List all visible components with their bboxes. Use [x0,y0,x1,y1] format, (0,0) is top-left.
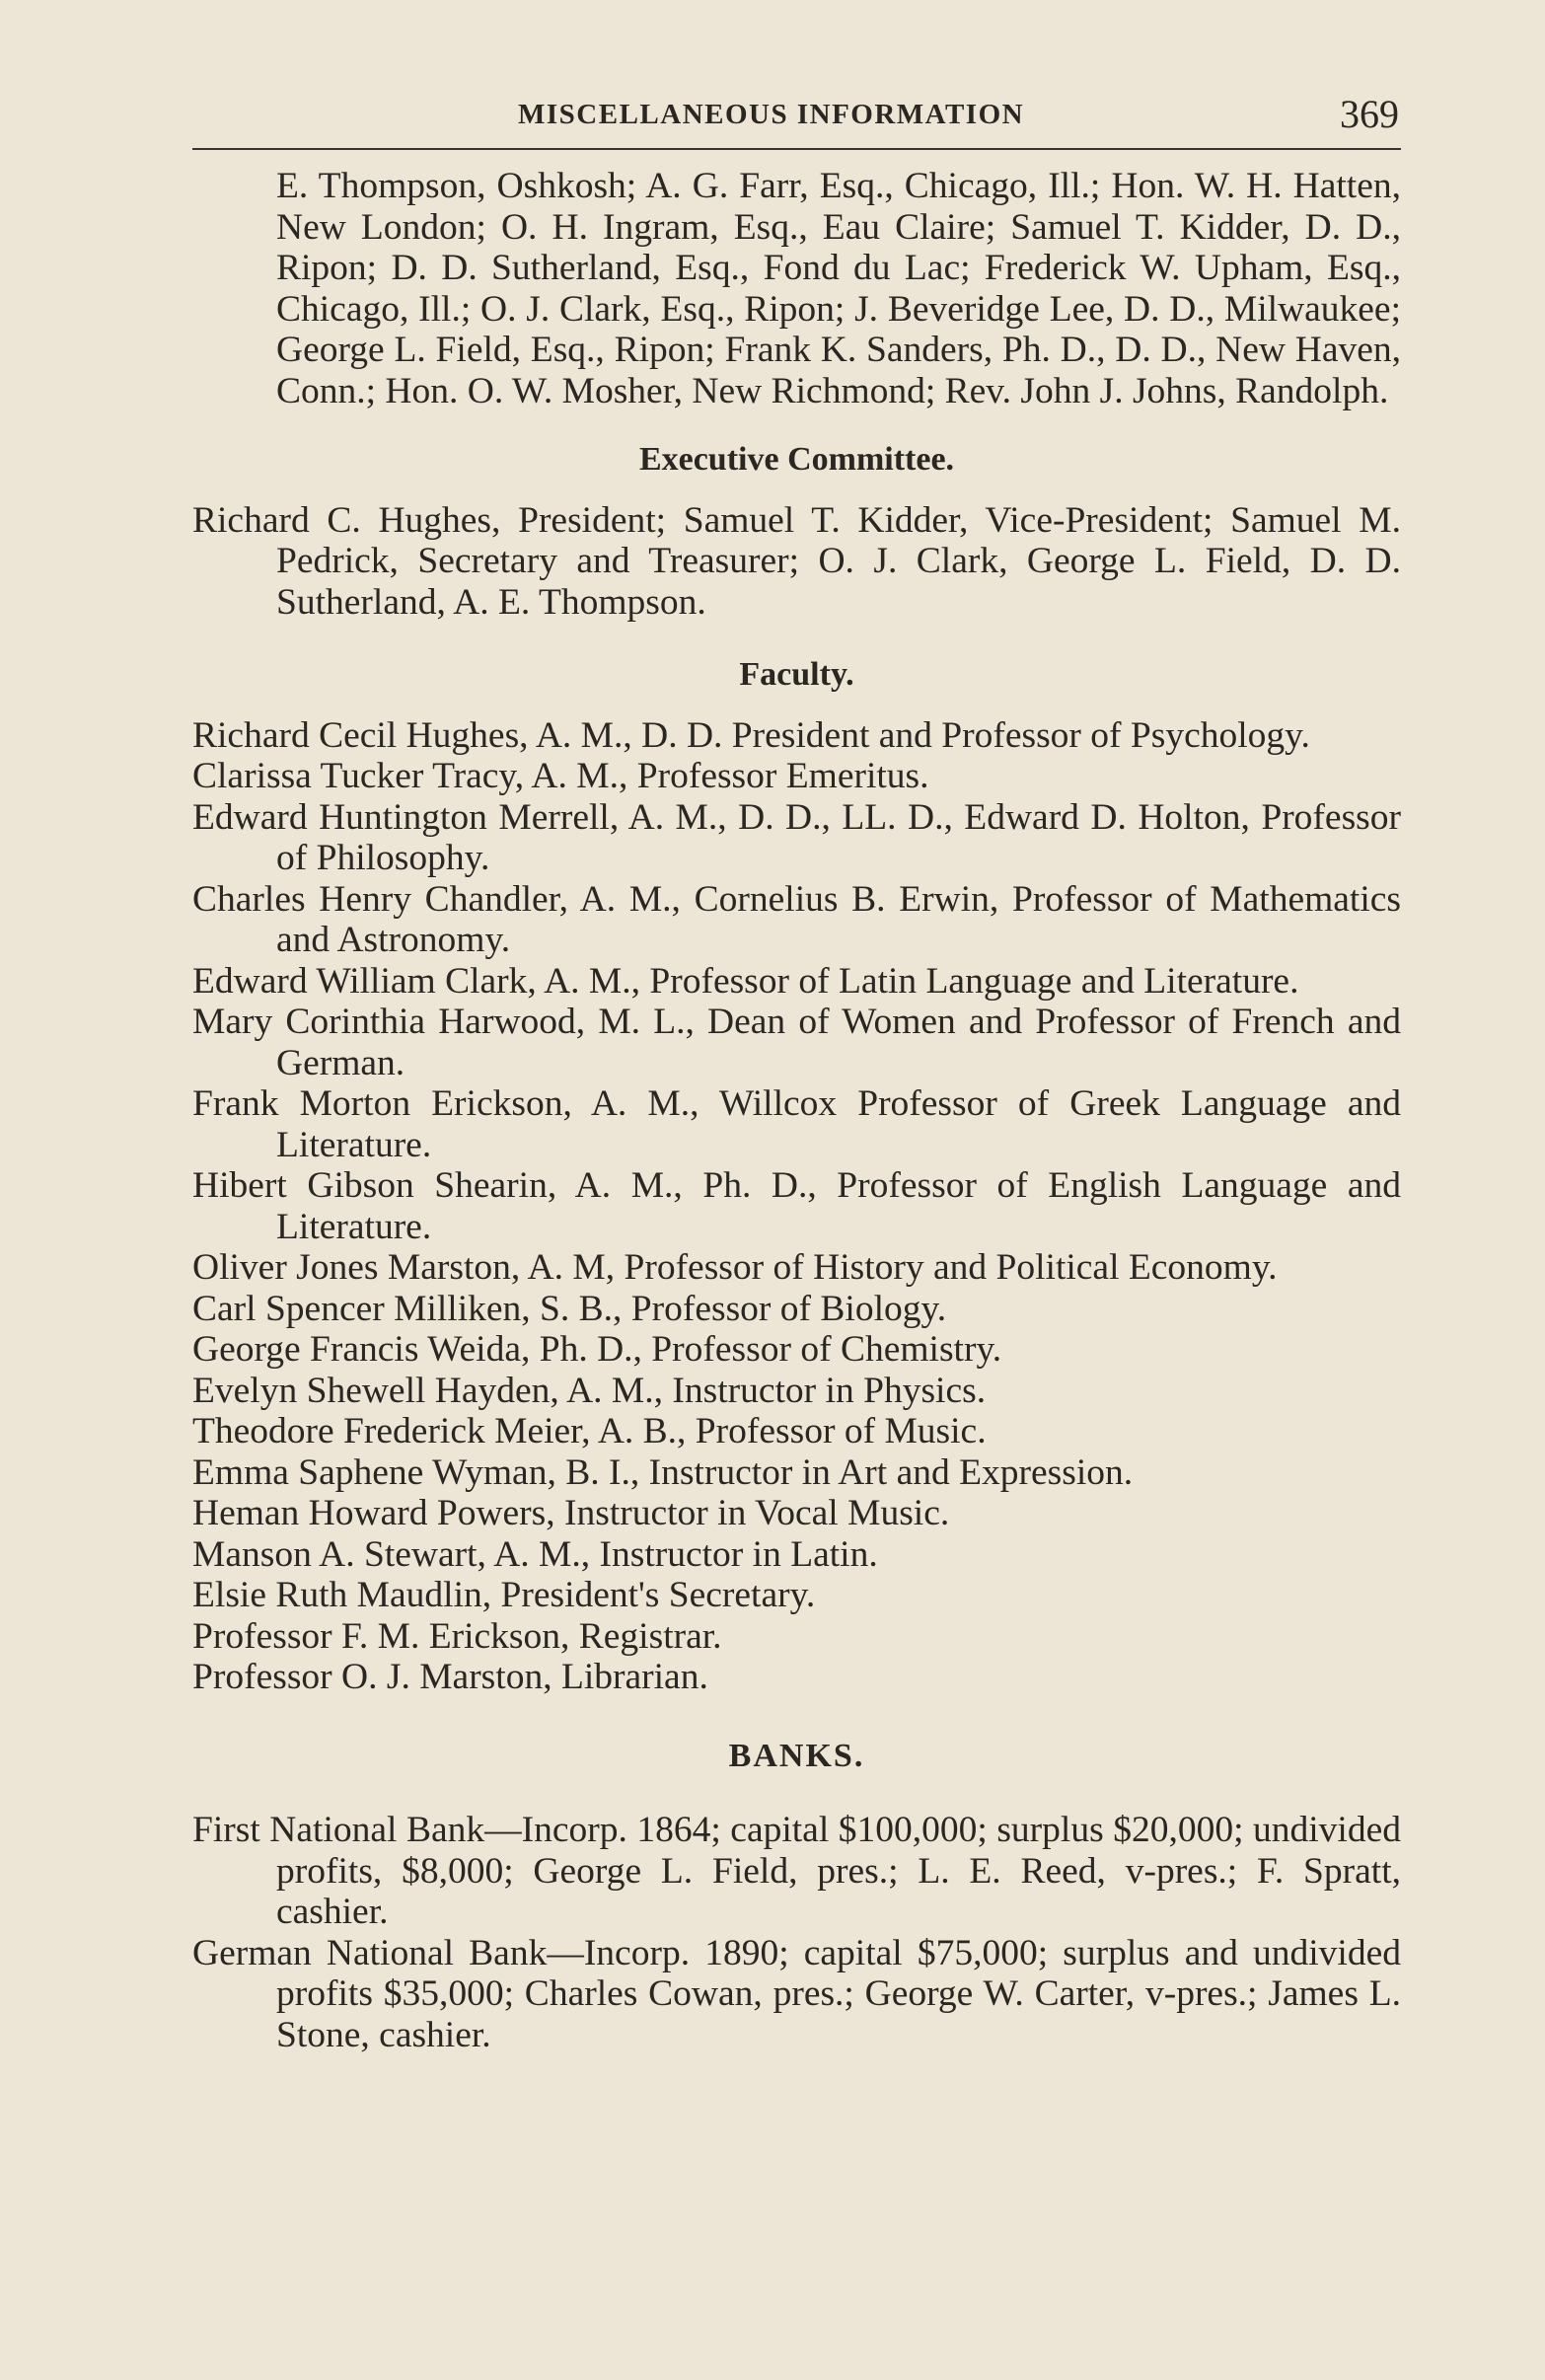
trustees-continuation: E. Thompson, Oshkosh; A. G. Farr, Esq., Chicago, Ill.; Hon. W. H. Hatten, New London; O. H. Ingram, Esq., Eau Claire; Samuel T. Kidder, D. D., Ripon; D. D. Sutherland, Esq., Fond du Lac; Frederick W. Upham, Esq., Chicago, Ill.; O. J. Clark, Esq., Ripon; J. Beveridge Lee, D. D., Milwaukee; George L. Field, Esq., Ripon; Frank K. Sanders, Ph. D., D. D., New Haven, Conn.; Hon. O. W. Mosher, New Richmond; Rev. John J. Johns, Randolph. [276,166,1401,411]
bank-entry: German National Bank—Incorp. 1890; capital $75,000; surplus and undivided profits $35,000; Charles Cowan, pres.; George W. Carter, v-pres.; James L. Stone, cashier. [192,1932,1401,2055]
faculty-entry: Richard Cecil Hughes, A. M., D. D. President and Professor of Psychology. [192,714,1310,756]
running-title: MISCELLANEOUS INFORMATION [518,99,1025,130]
faculty-entry: Theodore Frederick Meier, A. B., Professor of Music. [192,1411,987,1451]
faculty-entry: George Francis Weida, Ph. D., Professor of Chemistry. [192,1329,1002,1370]
faculty-entry: Clarissa Tucker Tracy, A. M., Professor Emeritus. [192,756,929,796]
faculty-entry: Edward Huntington Merrell, A. M., D. D., LL. D., Edward D. Holton, Professor of Philosophy. [192,796,1401,878]
faculty-entry: Oliver Jones Marston, A. M, Professor of History and Political Economy. [192,1247,1278,1288]
executive-committee-text: Richard C. Hughes, President; Samuel T. Kidder, Vice-President; Samuel M. Pedrick, Secretary and Treasurer; O. J. Clark, George L. Field, D. D. Sutherland, A. E. Thompson. [192,499,1401,623]
faculty-heading: Faculty. [739,656,854,693]
executive-committee-heading: Executive Committee. [638,441,955,478]
faculty-list [192,715,1401,1698]
faculty-entry: Edward William Clark, A. M., Professor of Latin Language and Literature. [192,960,1299,1002]
faculty-entry: Carl Spencer Milliken, S. B., Professor of Biology. [192,1288,947,1329]
faculty-entry: Evelyn Shewell Hayden, A. M., Instructor in Physics. [192,1370,987,1411]
faculty-entry: Professor O. J. Marston, Librarian. [192,1657,708,1697]
faculty-entry: Frank Morton Erickson, A. M., Willcox Professor of Greek Language and Literature. [192,1083,1401,1165]
bank-entry: First National Bank—Incorp. 1864; capital $100,000; surplus $20,000; undivided profits, $8,000; George L. Field, pres.; L. E. Reed, v-pres.; F. Spratt, cashier. [192,1810,1401,1932]
faculty-entry: Heman Howard Powers, Instructor in Vocal Music. [192,1493,950,1533]
banks-heading: BANKS. [728,1737,865,1774]
text-block [192,166,1401,2055]
faculty-entry: Hibert Gibson Shearin, A. M., Ph. D., Professor of English Language and Literature. [192,1165,1401,1247]
faculty-entry: Manson A. Stewart, A. M., Instructor in Latin. [192,1533,878,1575]
faculty-entry: Professor F. M. Erickson, Registrar. [192,1615,722,1657]
faculty-entry: Mary Corinthia Harwood, M. L., Dean of Women and Professor of French and German. [192,1002,1401,1083]
banks-list [192,1810,1401,2055]
faculty-entry: Emma Saphene Wyman, B. I., Instructor in Art and Expression. [192,1451,1134,1493]
page-number: 369 [1340,92,1399,136]
running-head [192,91,1401,150]
faculty-entry: Charles Henry Chandler, A. M., Cornelius B. Erwin, Professor of Mathematics and Astronomy. [192,878,1401,960]
faculty-entry: Elsie Ruth Maudlin, President's Secretary. [192,1575,816,1615]
